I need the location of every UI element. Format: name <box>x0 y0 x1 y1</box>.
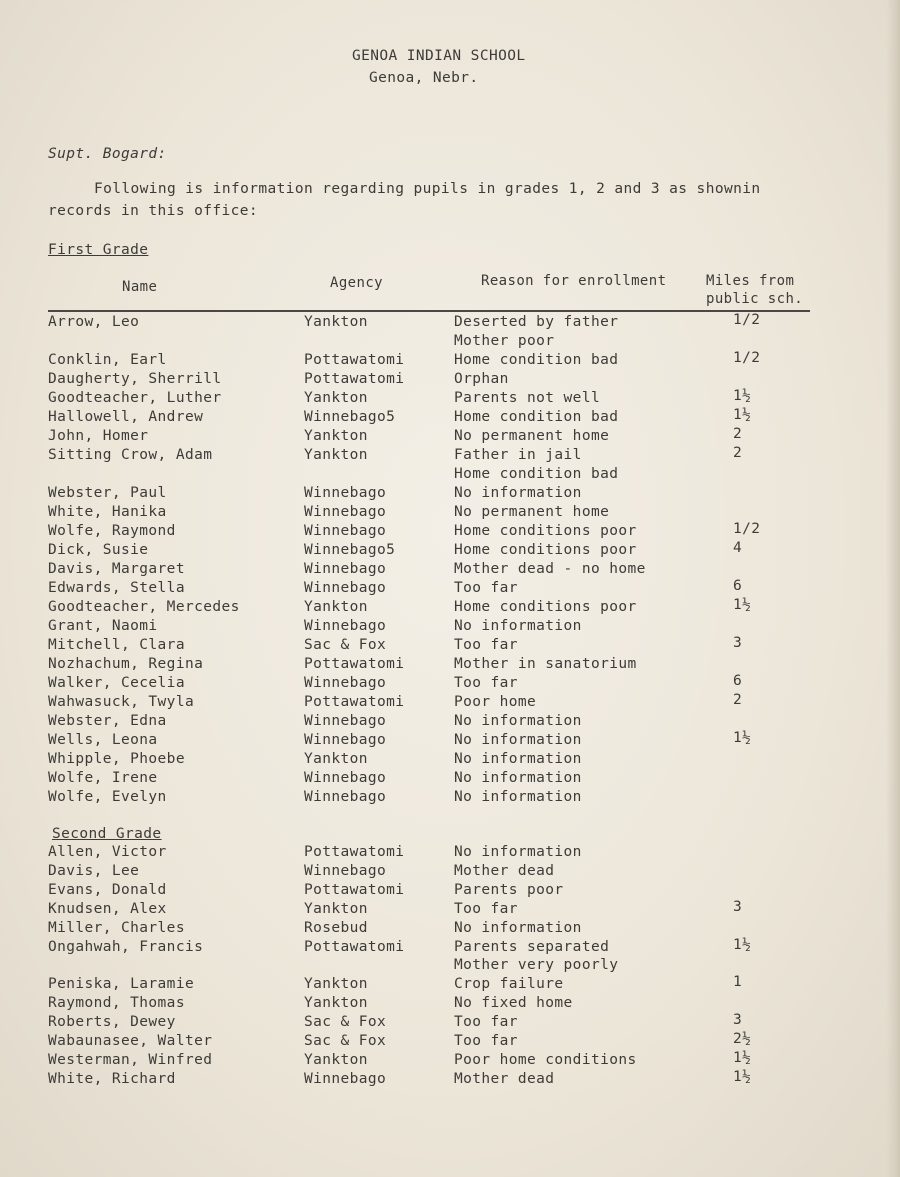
first-grade-row-reason: Home conditions poor <box>454 523 637 539</box>
second-grade-row-agency: Pottawatomi <box>304 881 405 898</box>
first-grade-row-reason: Parents not well <box>454 390 601 406</box>
second-grade-row-agency: Sac & Fox <box>304 1033 387 1049</box>
second-grade-row-reason: Parents poor <box>454 881 564 898</box>
first-grade-row-name: Whipple, Phoebe <box>48 751 185 767</box>
paper-edge <box>886 0 900 1177</box>
second-grade-row-reason: Parents separated <box>454 938 610 955</box>
first-grade-row-name: Daugherty, Sherrill <box>48 371 222 387</box>
second-grade-row-miles: 1 <box>733 974 743 991</box>
first-grade-row-reason-cont: Home condition bad <box>454 466 619 482</box>
first-grade-row-reason: Mother dead - no home <box>454 561 646 577</box>
second-grade-row-miles: 3 <box>733 1012 743 1029</box>
first-grade-row-name: Wolfe, Irene <box>48 770 158 786</box>
second-grade-row-name: Roberts, Dewey <box>48 1014 176 1031</box>
second-grade-row-miles: 1½ <box>733 936 752 953</box>
first-grade-row-agency: Yankton <box>304 599 368 615</box>
second-grade-row-name: Knudsen, Alex <box>48 900 167 917</box>
first-grade-row-name: Wahwasuck, Twyla <box>48 694 195 710</box>
second-grade-row-agency: Pottawatomi <box>304 844 405 860</box>
first-grade-row-agency: Winnebago <box>304 504 387 520</box>
first-grade-row-reason: Deserted by father <box>454 314 619 330</box>
second-grade-row-reason: Poor home conditions <box>454 1051 637 1068</box>
first-grade-row-name: Goodteacher, Luther <box>48 390 222 406</box>
first-grade-row-name: Edwards, Stella <box>48 580 185 596</box>
first-grade-row-name: Nozhachum, Regina <box>48 656 204 672</box>
first-grade-row-reason-cont: Mother poor <box>454 333 555 349</box>
first-grade-row-reason: No permanent home <box>454 504 610 520</box>
first-grade-row-name: Arrow, Leo <box>48 314 140 330</box>
second-grade-row-name: Wabaunasee, Walter <box>48 1033 213 1049</box>
first-grade-row-miles: 1½ <box>733 730 752 746</box>
first-grade-row-agency: Yankton <box>304 428 368 444</box>
first-grade-row-reason: Mother in sanatorium <box>454 656 637 672</box>
second-grade-row-name: Westerman, Winfred <box>48 1051 213 1068</box>
first-grade-row-agency: Winnebago5 <box>304 409 396 425</box>
first-grade-row-agency: Winnebago <box>304 523 387 539</box>
second-grade-row-reason: No fixed home <box>454 995 573 1012</box>
second-grade-row-name: Evans, Donald <box>48 881 167 898</box>
first-grade-row-agency: Winnebago <box>304 675 387 691</box>
second-grade-row-name: Davis, Lee <box>48 862 140 879</box>
second-grade-row-name: Ongahwah, Francis <box>48 938 204 955</box>
first-grade-row-agency: Winnebago <box>304 789 387 805</box>
first-grade-row-name: Dick, Susie <box>48 542 149 558</box>
second-grade-row-agency: Pottawatomi <box>304 938 405 955</box>
second-grade-row-reason-cont: Mother very poorly <box>454 957 619 974</box>
first-grade-row-agency: Pottawatomi <box>304 352 405 368</box>
first-grade-row-agency: Winnebago <box>304 618 387 634</box>
first-grade-row-reason: Home condition bad <box>454 352 619 368</box>
first-grade-row-reason: Home conditions poor <box>454 542 637 558</box>
first-grade-row-miles: 2 <box>733 692 743 708</box>
first-grade-row-miles: 1½ <box>733 597 752 613</box>
second-grade-row-agency: Winnebago <box>304 1070 387 1087</box>
intro-line-2: records in this office: <box>48 203 258 219</box>
second-grade-row-name: Allen, Victor <box>48 844 167 860</box>
second-grade-row-reason: No information <box>454 919 582 936</box>
first-grade-row-agency: Winnebago <box>304 485 387 501</box>
first-grade-title: First Grade <box>48 242 149 258</box>
first-grade-row-agency: Winnebago5 <box>304 542 396 558</box>
first-grade-row-name: Sitting Crow, Adam <box>48 447 213 463</box>
second-grade-title: Second Grade <box>52 826 162 842</box>
first-grade-row-name: Webster, Edna <box>48 713 167 729</box>
first-grade-row-reason: Poor home <box>454 694 537 710</box>
second-grade-row-agency: Yankton <box>304 976 368 993</box>
first-grade-row-agency: Pottawatomi <box>304 371 405 387</box>
second-grade-row-agency: Yankton <box>304 900 368 917</box>
first-grade-row-name: Grant, Naomi <box>48 618 158 634</box>
first-grade-row-reason: Home conditions poor <box>454 599 637 615</box>
second-grade-row-agency: Winnebago <box>304 862 387 879</box>
first-grade-row-reason: No information <box>454 485 582 501</box>
first-grade-row-miles: 4 <box>733 540 743 556</box>
first-grade-row-reason: No information <box>454 789 582 805</box>
column-reason-header: Reason for enrollment <box>481 273 667 289</box>
header-rule <box>48 310 810 312</box>
second-grade-row-reason: Too far <box>454 1014 518 1031</box>
first-grade-row-reason: No information <box>454 713 582 729</box>
first-grade-row-agency: Pottawatomi <box>304 656 405 672</box>
second-grade-row-reason: Too far <box>454 1033 518 1049</box>
first-grade-row-name: Conklin, Earl <box>48 352 167 368</box>
first-grade-row-reason: No information <box>454 618 582 634</box>
first-grade-row-agency: Yankton <box>304 751 368 767</box>
first-grade-row-agency: Winnebago <box>304 580 387 596</box>
first-grade-row-reason: Father in jail <box>454 447 582 463</box>
second-grade-row-miles: 3 <box>733 898 743 915</box>
second-grade-row-reason: No information <box>454 844 582 860</box>
second-grade-row-agency: Yankton <box>304 1051 368 1068</box>
second-grade-row-name: Raymond, Thomas <box>48 995 185 1012</box>
first-grade-row-miles: 1½ <box>733 388 752 404</box>
column-miles-header-line1: Miles from <box>706 273 795 289</box>
second-grade-row-reason: Too far <box>454 900 518 917</box>
first-grade-row-miles: 2 <box>733 445 743 461</box>
first-grade-row-name: Wolfe, Raymond <box>48 523 176 539</box>
first-grade-row-miles: 6 <box>733 578 743 594</box>
first-grade-row-name: Webster, Paul <box>48 485 167 501</box>
school-location: Genoa, Nebr. <box>369 70 479 86</box>
second-grade-row-agency: Sac & Fox <box>304 1014 387 1031</box>
column-name-header: Name <box>122 279 158 295</box>
first-grade-row-reason: Home condition bad <box>454 409 619 425</box>
second-grade-row-name: Miller, Charles <box>48 919 185 936</box>
first-grade-row-reason: No information <box>454 770 582 786</box>
first-grade-row-name: Davis, Margaret <box>48 561 185 577</box>
first-grade-row-agency: Winnebago <box>304 732 387 748</box>
first-grade-row-reason: No information <box>454 751 582 767</box>
first-grade-row-miles: 2 <box>733 426 743 442</box>
second-grade-row-reason: Mother dead <box>454 1070 555 1087</box>
salutation: Supt. Bogard: <box>48 146 167 162</box>
second-grade-row-reason: Mother dead <box>454 862 555 879</box>
first-grade-row-reason: Too far <box>454 675 518 691</box>
first-grade-row-reason: Orphan <box>454 371 509 387</box>
first-grade-row-miles: 3 <box>733 635 743 651</box>
first-grade-row-name: White, Hanika <box>48 504 167 520</box>
first-grade-row-miles: 1½ <box>733 407 752 423</box>
first-grade-row-miles: 1/2 <box>733 521 761 537</box>
first-grade-row-name: Mitchell, Clara <box>48 637 185 653</box>
second-grade-row-agency: Rosebud <box>304 919 368 936</box>
second-grade-row-miles: 1½ <box>733 1068 752 1085</box>
second-grade-row-reason: Crop failure <box>454 976 564 993</box>
first-grade-row-name: Walker, Cecelia <box>48 675 185 691</box>
first-grade-row-agency: Sac & Fox <box>304 637 387 653</box>
second-grade-row-name: White, Richard <box>48 1070 176 1087</box>
first-grade-row-agency: Winnebago <box>304 561 387 577</box>
first-grade-row-agency: Yankton <box>304 314 368 330</box>
second-grade-row-agency: Yankton <box>304 995 368 1012</box>
first-grade-row-reason: No permanent home <box>454 428 610 444</box>
first-grade-row-name: Goodteacher, Mercedes <box>48 599 240 615</box>
column-miles-header-line2: public sch. <box>706 291 804 307</box>
first-grade-row-miles: 1/2 <box>733 312 761 328</box>
first-grade-row-agency: Pottawatomi <box>304 694 405 710</box>
first-grade-row-agency: Winnebago <box>304 713 387 729</box>
intro-line-1: Following is information regarding pupils in grades 1, 2 and 3 as shownin <box>94 181 761 197</box>
first-grade-row-agency: Yankton <box>304 447 368 463</box>
first-grade-row-reason: No information <box>454 732 582 748</box>
first-grade-row-agency: Winnebago <box>304 770 387 786</box>
first-grade-row-name: Wolfe, Evelyn <box>48 789 167 805</box>
second-grade-row-miles: 1½ <box>733 1049 752 1066</box>
first-grade-row-name: Hallowell, Andrew <box>48 409 204 425</box>
first-grade-row-agency: Yankton <box>304 390 368 406</box>
first-grade-row-miles: 1/2 <box>733 350 761 366</box>
school-name: GENOA INDIAN SCHOOL <box>352 48 526 64</box>
first-grade-row-reason: Too far <box>454 580 518 596</box>
second-grade-row-miles: 2½ <box>733 1031 752 1047</box>
column-agency-header: Agency <box>330 275 383 291</box>
second-grade-row-name: Peniska, Laramie <box>48 976 195 993</box>
first-grade-row-reason: Too far <box>454 637 518 653</box>
first-grade-row-name: John, Homer <box>48 428 149 444</box>
first-grade-row-name: Wells, Leona <box>48 732 158 748</box>
first-grade-row-miles: 6 <box>733 673 743 689</box>
